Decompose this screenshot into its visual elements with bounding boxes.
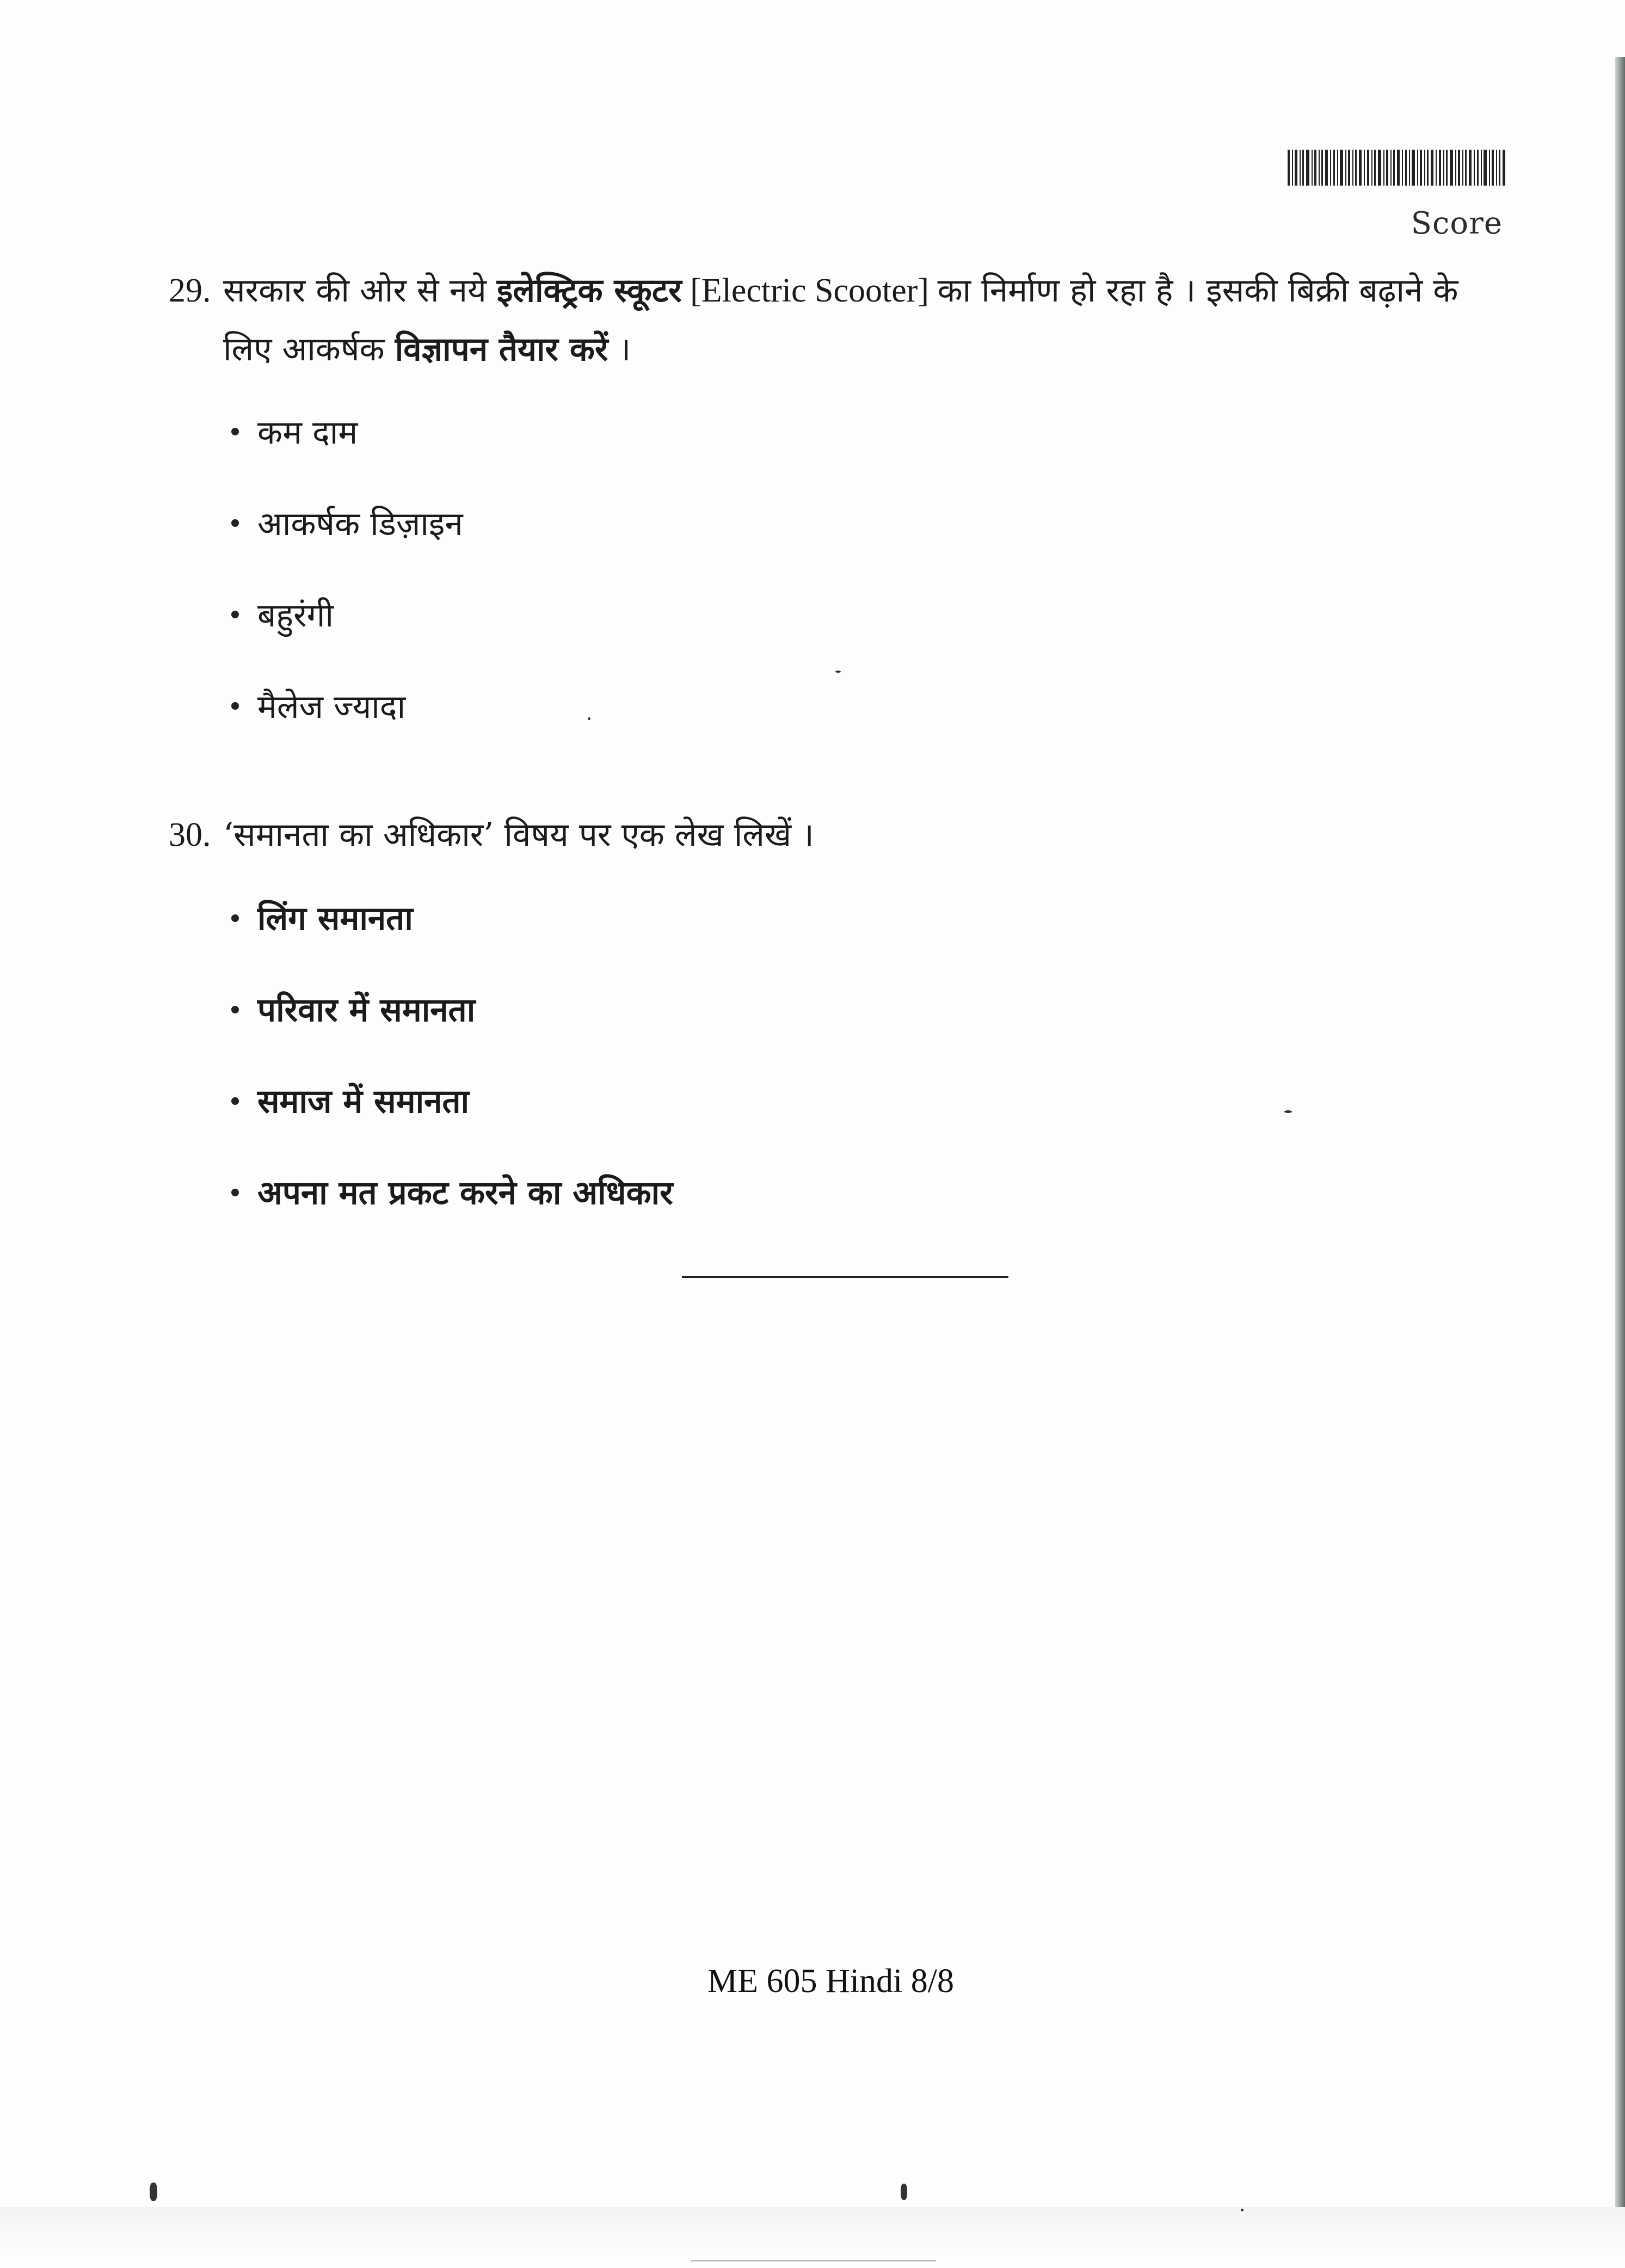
bullet-icon [231, 1097, 239, 1105]
page-footer-code: ME 605 Hindi 8/8 [707, 1963, 954, 2000]
question-30-points [231, 892, 673, 1257]
bullet-icon [231, 519, 239, 527]
score-label: Score [1411, 206, 1503, 241]
list-item [231, 1166, 673, 1257]
question-30 [169, 806, 1464, 864]
bullet-icon [231, 1006, 239, 1013]
point-text: समाज में समानता [257, 1083, 470, 1121]
point-text: बहुरंगी [257, 597, 334, 635]
point-text: अपना मत प्रकट करने का अधिकार [257, 1174, 673, 1212]
question-text-part: का निर्माण हो रहा है । इसकी बिक्री बढ़ाने के लिए आकर्षक [223, 272, 1458, 368]
scan-speck [150, 2183, 157, 2201]
point-text: कम दाम [257, 414, 358, 452]
question-text-bold: विज्ञापन तैयार करें [395, 330, 608, 368]
bullet-icon [231, 1189, 239, 1196]
scan-speck [1241, 2209, 1244, 2211]
end-of-paper-rule [682, 1276, 1008, 1278]
scan-speck [835, 671, 841, 673]
list-item [231, 892, 673, 983]
list-item [231, 1074, 673, 1166]
question-text-part: । [608, 330, 631, 368]
question-29 [169, 261, 1464, 379]
question-text-english: [Electric Scooter] [681, 272, 938, 309]
list-item [231, 983, 673, 1074]
scan-speck [1284, 1110, 1292, 1113]
bullet-icon [231, 611, 239, 618]
point-text: लिंग समानता [257, 900, 413, 938]
scan-speck [901, 2184, 907, 2200]
question-text [223, 261, 1464, 379]
point-text: परिवार में समानता [257, 991, 476, 1029]
list-item [231, 680, 463, 771]
list-item [231, 497, 463, 588]
list-item [231, 588, 463, 680]
question-number: 29. [169, 272, 211, 309]
bullet-icon [231, 702, 239, 710]
bullet-icon [231, 914, 239, 922]
question-text: ‘समानता का अधिकार’ विषय पर एक लेख लिखें । [223, 816, 814, 854]
question-text-part: सरकार की ओर से नये [223, 272, 497, 310]
point-text: मैलेज ज्यादा [257, 688, 406, 726]
page-edge-shadow [1615, 57, 1625, 2212]
point-text: आकर्षक डिज़ाइन [257, 505, 463, 543]
question-29-points [231, 405, 463, 771]
page-bottom-margin [0, 2207, 1625, 2268]
barcode-icon [1288, 150, 1505, 186]
list-item [231, 405, 463, 497]
question-number: 30. [169, 816, 211, 853]
question-text-bold: इलेक्ट्रिक स्कूटर [496, 272, 682, 310]
bottom-scan-line [691, 2260, 936, 2261]
scan-speck [588, 717, 590, 720]
bullet-icon [231, 428, 239, 435]
